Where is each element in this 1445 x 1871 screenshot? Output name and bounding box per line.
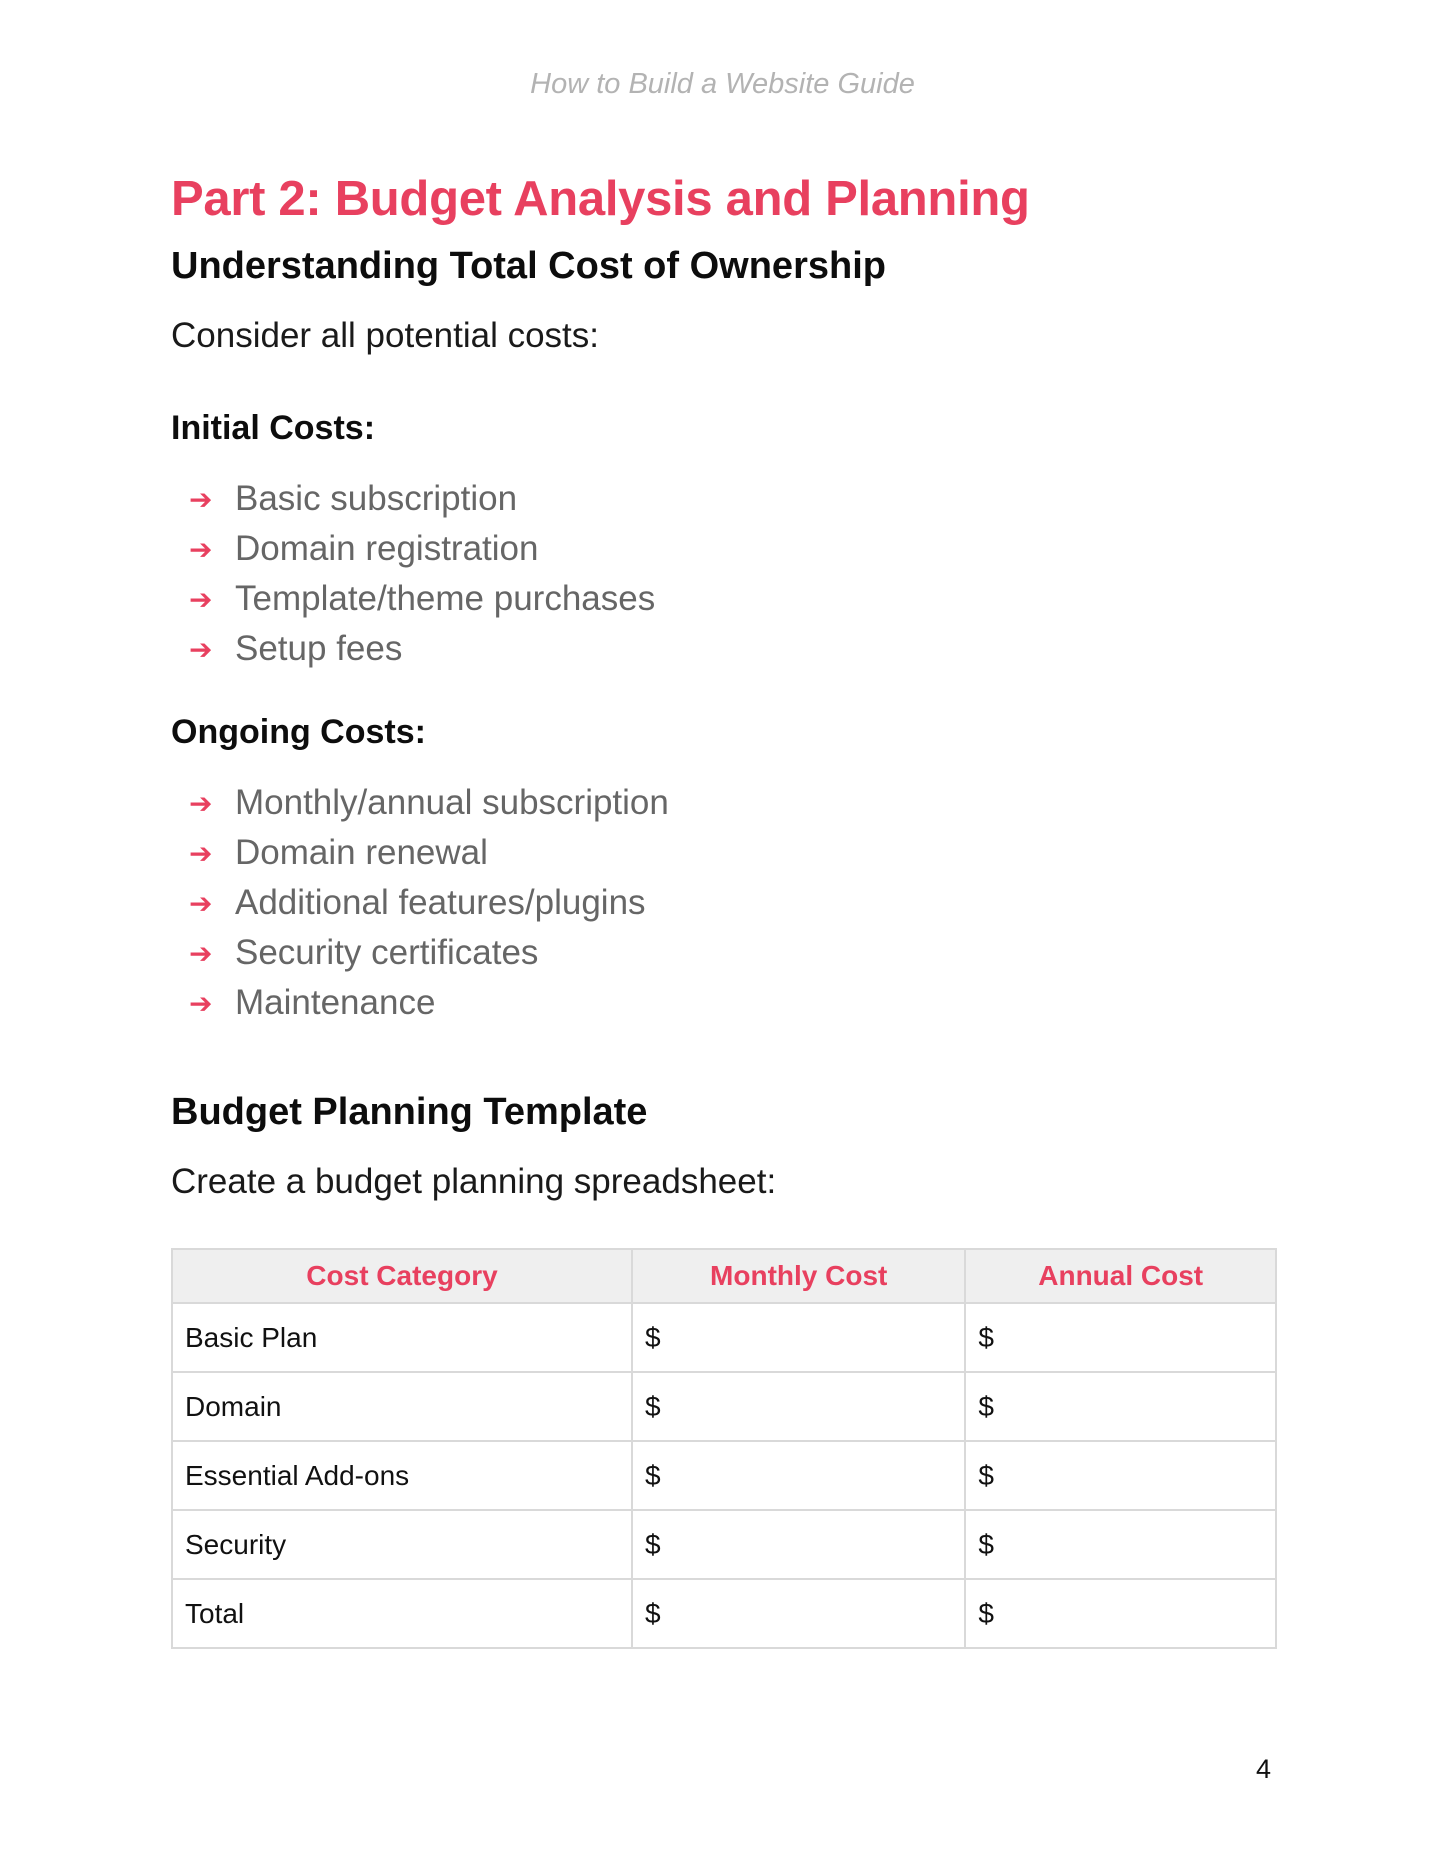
monthly-cost-cell: $ [632, 1510, 965, 1579]
arrow-right-icon: ➔ [189, 937, 213, 969]
arrow-right-icon: ➔ [189, 633, 213, 665]
table-header-row [172, 1249, 1276, 1303]
ongoing-costs-list [171, 778, 1276, 1028]
monthly-cost-cell: $ [632, 1303, 965, 1372]
annual-cost-cell: $ [965, 1441, 1276, 1510]
list-item-text: Domain renewal [235, 833, 488, 872]
section-heading-tco: Understanding Total Cost of Ownership [171, 245, 886, 287]
annual-cost-cell: $ [965, 1303, 1276, 1372]
monthly-cost-cell: $ [632, 1372, 965, 1441]
list-item-text: Security certificates [235, 933, 539, 972]
cost-category-cell: Basic Plan [172, 1303, 632, 1372]
running-header: How to Build a Website Guide [530, 68, 915, 100]
list-item-text: Template/theme purchases [235, 579, 656, 618]
subheading-initial-costs: Initial Costs: [171, 409, 376, 447]
table-row [172, 1372, 1276, 1441]
list-item-text: Basic subscription [235, 479, 518, 518]
list-item-text: Domain registration [235, 529, 539, 568]
list-item-text: Setup fees [235, 629, 403, 668]
cost-category-cell: Total [172, 1579, 632, 1648]
list-item [171, 524, 1276, 574]
arrow-right-icon: ➔ [189, 583, 213, 615]
cost-category-cell: Domain [172, 1372, 632, 1441]
arrow-right-icon: ➔ [189, 483, 213, 515]
budget-table [171, 1248, 1277, 1649]
annual-cost-cell: $ [965, 1579, 1276, 1648]
annual-cost-cell: $ [965, 1510, 1276, 1579]
arrow-right-icon: ➔ [189, 837, 213, 869]
arrow-right-icon: ➔ [189, 887, 213, 919]
table-row [172, 1441, 1276, 1510]
cost-category-cell: Essential Add-ons [172, 1441, 632, 1510]
list-item [171, 878, 1276, 928]
page-number: 4 [1256, 1754, 1272, 1784]
column-header-monthly-cost: Monthly Cost [632, 1249, 965, 1303]
list-item [171, 828, 1276, 878]
column-header-annual-cost: Annual Cost [965, 1249, 1276, 1303]
subheading-ongoing-costs: Ongoing Costs: [171, 713, 426, 751]
arrow-right-icon: ➔ [189, 787, 213, 819]
arrow-right-icon: ➔ [189, 533, 213, 565]
page-title: Part 2: Budget Analysis and Planning [171, 172, 1030, 226]
section-heading-budget-template: Budget Planning Template [171, 1091, 648, 1133]
list-item [171, 778, 1276, 828]
monthly-cost-cell: $ [632, 1579, 965, 1648]
arrow-right-icon: ➔ [189, 987, 213, 1019]
page-content [171, 168, 1276, 1649]
table-row [172, 1510, 1276, 1579]
list-item [171, 474, 1276, 524]
section-intro-budget: Create a budget planning spreadsheet: [171, 1162, 777, 1201]
list-item [171, 978, 1276, 1028]
column-header-cost-category: Cost Category [172, 1249, 632, 1303]
list-item-text: Monthly/annual subscription [235, 783, 669, 822]
list-item [171, 928, 1276, 978]
annual-cost-cell: $ [965, 1372, 1276, 1441]
list-item [171, 624, 1276, 674]
monthly-cost-cell: $ [632, 1441, 965, 1510]
list-item-text: Maintenance [235, 983, 436, 1022]
list-item-text: Additional features/plugins [235, 883, 646, 922]
list-item [171, 574, 1276, 624]
initial-costs-list [171, 474, 1276, 674]
section-intro-tco: Consider all potential costs: [171, 316, 599, 355]
table-row [172, 1303, 1276, 1372]
cost-category-cell: Security [172, 1510, 632, 1579]
table-row-total [172, 1579, 1276, 1648]
